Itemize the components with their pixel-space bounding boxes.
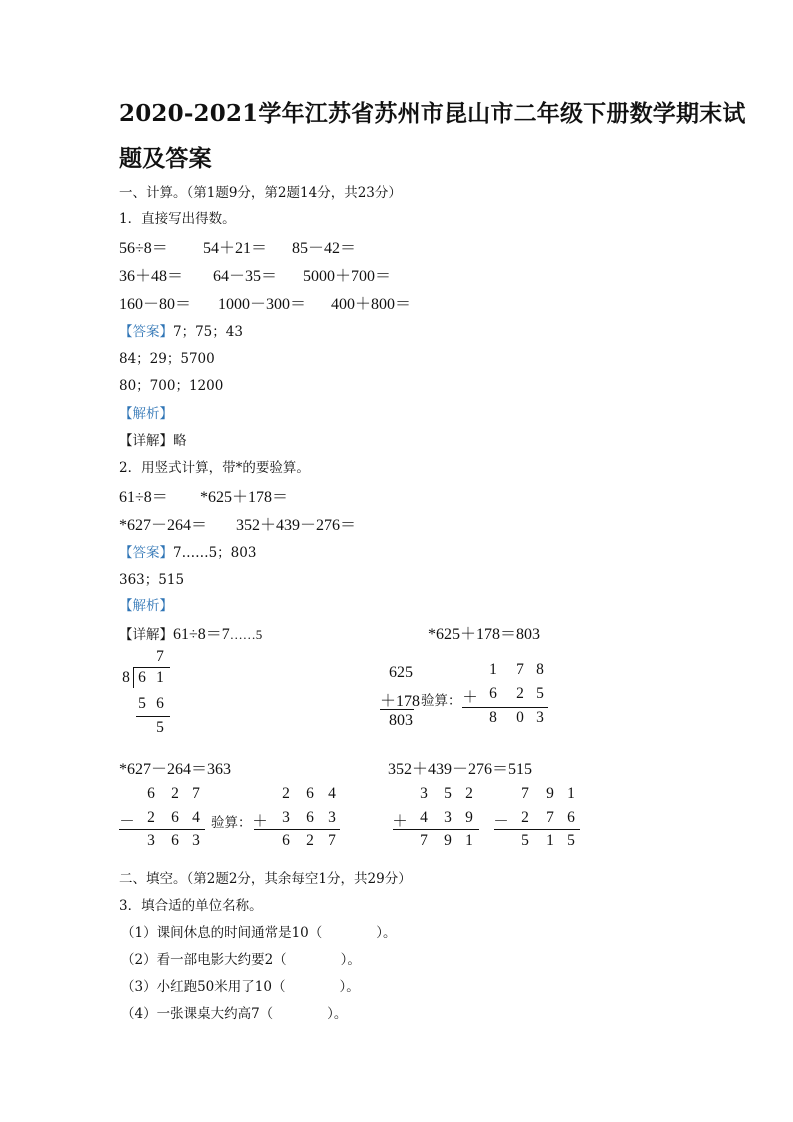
check-digit: 7 <box>328 832 336 849</box>
check-digit: 2 <box>306 832 314 849</box>
q1-analysis-tag: 【解析】 <box>119 406 173 422</box>
section-heading-2: 二、填空。（第2题2分，其余每空1分，共29分） <box>119 871 412 887</box>
q1-expr: 36＋48＝ <box>119 268 184 285</box>
q2-expr: *625＋178＝ <box>200 489 289 506</box>
check-digit: 6 <box>306 785 314 802</box>
sub-digit: 1 <box>567 785 575 802</box>
detail-tag: 【详解】 <box>119 627 173 643</box>
check-label: 验算： <box>421 693 462 709</box>
fill-blank-item: （2）看一部电影大约要2（ ）。 <box>121 952 361 968</box>
addition-result: 803 <box>389 712 413 729</box>
sub-digit: 6 <box>147 785 155 802</box>
division-remainder: 5 <box>156 719 164 736</box>
division-dividend-digit: 6 <box>138 669 146 686</box>
check-digit: 8 <box>489 709 497 726</box>
add-digit: 3 <box>444 809 452 826</box>
page-title-cont: 题及答案 <box>119 145 212 172</box>
addition-top: 625 <box>389 664 413 681</box>
detail-eq: *627－264＝363 <box>119 761 232 778</box>
check-digit: 3 <box>328 809 336 826</box>
q1-answer-line: 84；29；5700 <box>119 351 215 367</box>
division-quotient: 7 <box>156 648 164 665</box>
q1-answer-line: 80；700；1200 <box>119 378 224 394</box>
sub-digit: 6 <box>567 809 575 826</box>
check-digit: 6 <box>489 685 497 702</box>
check-line <box>254 829 340 830</box>
q1-expr: 85－42＝ <box>292 240 357 257</box>
add-digit: 5 <box>444 785 452 802</box>
question-1-prompt: 1．直接写出得数。 <box>119 211 236 227</box>
answer-text: 7……5；803 <box>173 545 257 561</box>
division-product-digit: 5 <box>138 695 146 712</box>
sub-digit: 7 <box>546 809 554 826</box>
check-digit: 3 <box>282 809 290 826</box>
q2-detail <box>119 621 262 644</box>
addition-bottom: ＋178 <box>380 693 421 710</box>
section-heading-1: 一、计算。（第1题9分，第2题14分，共23分） <box>119 185 402 201</box>
sub-digit: 3 <box>147 832 155 849</box>
detail-eq: 61÷8＝7 <box>173 626 230 643</box>
answer-tag: 【答案】 <box>119 545 173 561</box>
division-line <box>136 716 170 717</box>
detail-remainder: ……5 <box>229 627 263 642</box>
sub-operator: － <box>493 813 509 830</box>
sub-digit: 9 <box>546 785 554 802</box>
check-digit: 4 <box>328 785 336 802</box>
q2-answer-line: 363；515 <box>119 572 185 588</box>
check-digit: 1 <box>489 661 497 678</box>
check-operator: ＋ <box>462 689 478 706</box>
add-digit: 2 <box>465 785 473 802</box>
check-digit: 7 <box>516 661 524 678</box>
q1-expr: 64－35＝ <box>213 268 278 285</box>
add-digit: 1 <box>465 832 473 849</box>
add-digit: 3 <box>420 785 428 802</box>
page-title: 2020-2021学年江苏省苏州市昆山市二年级下册数学期末试 <box>119 100 746 127</box>
question-3-prompt: 3．填合适的单位名称。 <box>119 898 263 914</box>
fill-blank-item: （4）一张课桌大约高7（ ）。 <box>121 1006 348 1022</box>
sub-operator: － <box>119 813 135 830</box>
question-2-prompt: 2．用竖式计算，带*的要验算。 <box>119 460 310 476</box>
detail-eq: 352＋439－276＝515 <box>388 761 533 778</box>
q1-expr: 56÷8＝ <box>119 240 168 257</box>
addition-line <box>380 709 414 710</box>
sub-digit: 5 <box>521 832 529 849</box>
sub-digit: 5 <box>567 832 575 849</box>
add-line <box>393 829 479 830</box>
sub-digit: 2 <box>521 809 529 826</box>
add-digit: 9 <box>444 832 452 849</box>
q2-answer <box>119 541 256 561</box>
sub-digit: 3 <box>192 832 200 849</box>
sub-digit: 2 <box>171 785 179 802</box>
sub-digit: 1 <box>546 832 554 849</box>
sub-digit: 6 <box>171 832 179 849</box>
check-digit: 2 <box>516 685 524 702</box>
check-digit: 5 <box>536 685 544 702</box>
q2-expr: 61÷8＝ <box>119 489 168 506</box>
check-digit: 2 <box>282 785 290 802</box>
sub-digit: 7 <box>192 785 200 802</box>
sub-digit: 2 <box>147 809 155 826</box>
division-dividend-digit: 1 <box>156 669 164 686</box>
add-digit: 7 <box>420 832 428 849</box>
sub-line <box>119 829 205 830</box>
q1-expr: 160－80＝ <box>119 296 192 313</box>
division-bar <box>133 667 170 668</box>
sub-digit: 4 <box>192 809 200 826</box>
check-digit: 6 <box>282 832 290 849</box>
add-operator: ＋ <box>392 813 408 830</box>
check-digit: 8 <box>536 661 544 678</box>
q1-expr: 5000＋700＝ <box>303 268 392 285</box>
check-label: 验算： <box>211 815 252 831</box>
fill-blank-item: （1）课间休息的时间通常是10（ ）。 <box>121 925 397 941</box>
check-line <box>462 707 548 708</box>
answer-tag: 【答案】 <box>119 324 173 340</box>
answer-text: 7；75；43 <box>173 324 243 340</box>
detail-text: 略 <box>173 433 187 449</box>
sub-digit: 7 <box>521 785 529 802</box>
q1-answer <box>119 320 243 340</box>
q2-expr: *627－264＝ <box>119 517 208 534</box>
detail-eq: *625＋178＝803 <box>428 626 541 643</box>
check-digit: 6 <box>306 809 314 826</box>
q1-detail <box>119 429 187 449</box>
q1-expr: 54＋21＝ <box>203 240 268 257</box>
q2-analysis-tag: 【解析】 <box>119 598 173 614</box>
add-digit: 4 <box>420 809 428 826</box>
fill-blank-item: （3）小红跑50米用了10（ ）。 <box>121 979 360 995</box>
detail-tag: 【详解】 <box>119 433 173 449</box>
add-digit: 9 <box>465 809 473 826</box>
sub-line <box>494 829 580 830</box>
q1-expr: 1000－300＝ <box>218 296 307 313</box>
division-product-digit: 6 <box>156 695 164 712</box>
q2-expr: 352＋439－276＝ <box>236 517 357 534</box>
check-operator: ＋ <box>252 813 268 830</box>
sub-digit: 6 <box>171 809 179 826</box>
q1-expr: 400＋800＝ <box>331 296 412 313</box>
division-divisor: 8 <box>122 669 130 686</box>
check-digit: 3 <box>536 709 544 726</box>
check-digit: 0 <box>516 709 524 726</box>
